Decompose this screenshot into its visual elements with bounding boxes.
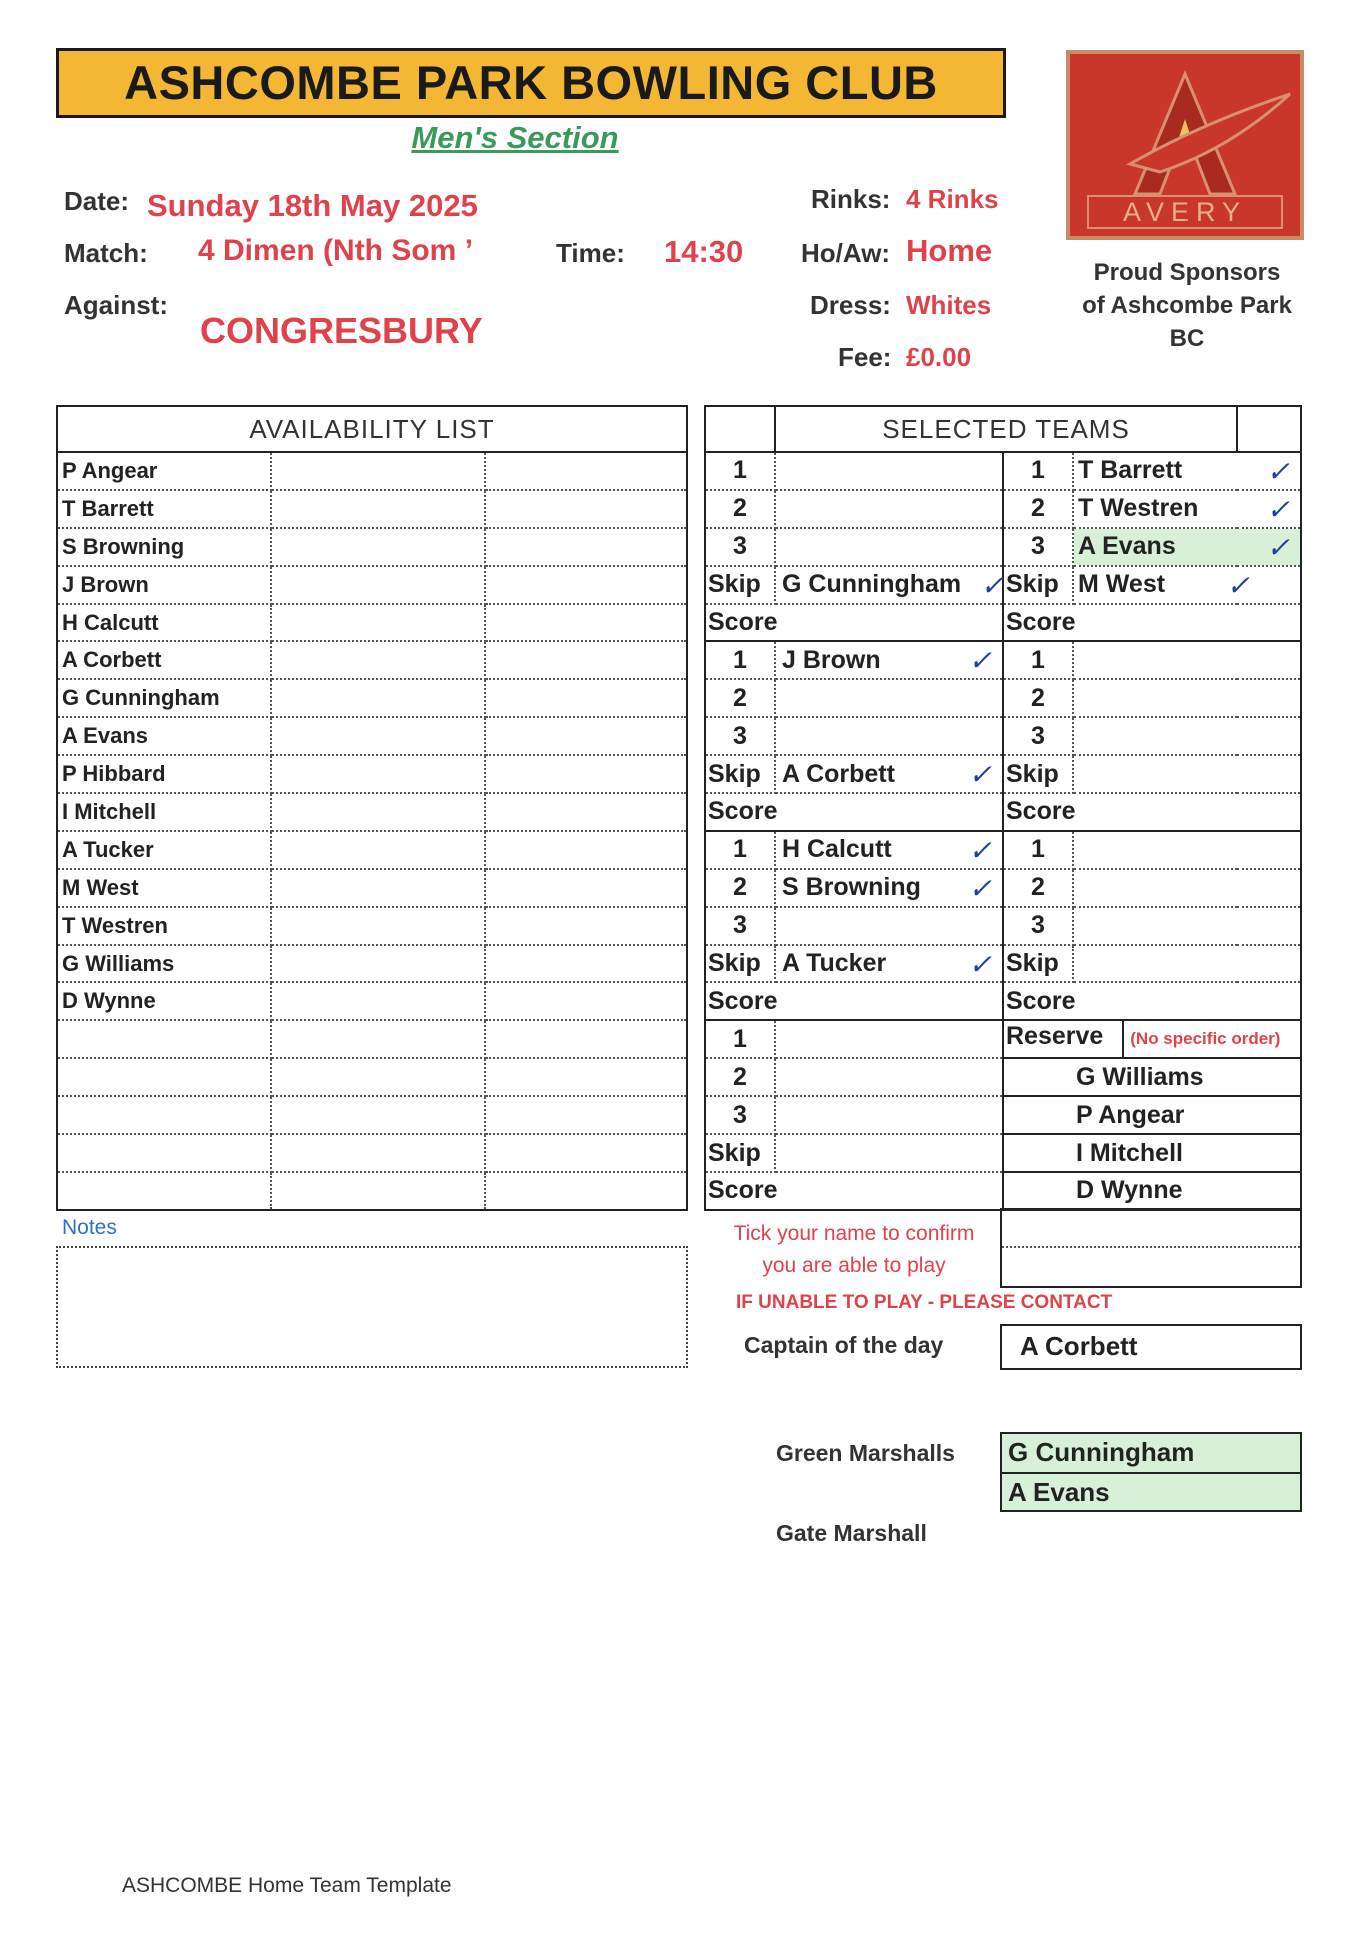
availability-player[interactable]: G Williams bbox=[57, 945, 271, 983]
green-marshall-name[interactable]: G Cunningham bbox=[1002, 1434, 1300, 1472]
skip-label: Skip bbox=[705, 1134, 775, 1172]
tick-instructions-line-2: you are able to play bbox=[762, 1254, 946, 1277]
position-number: 1 bbox=[1003, 452, 1073, 490]
availability-cell[interactable] bbox=[271, 1172, 485, 1210]
availability-player[interactable]: D Wynne bbox=[57, 982, 271, 1020]
table-row bbox=[57, 679, 687, 717]
player-name: A Corbett bbox=[782, 759, 895, 788]
tick-mark: ✓ bbox=[980, 569, 1004, 601]
position-number: 3 bbox=[1003, 717, 1073, 755]
rink2-right-p2[interactable] bbox=[1073, 679, 1301, 717]
tick-mark: ✓ bbox=[968, 759, 992, 791]
availability-cell[interactable] bbox=[485, 945, 687, 983]
position-number: 3 bbox=[705, 1096, 775, 1134]
reserve-extra-box bbox=[1000, 1208, 1302, 1288]
table-row bbox=[57, 907, 687, 945]
availability-player[interactable] bbox=[57, 1172, 271, 1210]
rink1-right-p2[interactable] bbox=[1073, 490, 1301, 528]
position-number: 2 bbox=[705, 1058, 775, 1096]
table-row bbox=[705, 641, 1301, 679]
rink2-right-skip[interactable] bbox=[1073, 755, 1301, 793]
table-row bbox=[57, 641, 687, 679]
availability-cell[interactable] bbox=[271, 793, 485, 831]
rink1-left-p1[interactable] bbox=[775, 452, 1003, 490]
rink1-right-skip[interactable] bbox=[1073, 566, 1301, 604]
table-row bbox=[57, 490, 687, 528]
table-row bbox=[705, 755, 1301, 793]
table-row bbox=[705, 679, 1301, 717]
green-marshall-name[interactable]: A Evans bbox=[1002, 1472, 1300, 1510]
player-name: T Westren bbox=[1078, 494, 1199, 523]
reserve-player[interactable]: G Williams bbox=[1003, 1058, 1301, 1096]
sponsor-line-3: BC bbox=[1169, 325, 1205, 352]
against-label: Against: bbox=[64, 290, 168, 320]
rinks-label: Rinks: bbox=[811, 184, 891, 214]
skip-label: Skip bbox=[705, 945, 775, 983]
player-name: T Barrett bbox=[1078, 456, 1183, 485]
rink2-left-p1[interactable] bbox=[775, 641, 1003, 679]
availability-cell[interactable] bbox=[271, 1134, 485, 1172]
rink3-left-p2[interactable] bbox=[775, 869, 1003, 907]
availability-cell[interactable] bbox=[485, 1096, 687, 1134]
availability-player[interactable]: M West bbox=[57, 869, 271, 907]
table-row bbox=[705, 566, 1301, 604]
table-row bbox=[57, 452, 687, 490]
rink3-left-skip[interactable] bbox=[775, 945, 1003, 983]
availability-cell[interactable] bbox=[271, 1058, 485, 1096]
notes-label: Notes bbox=[62, 1216, 117, 1239]
dress-label: Dress: bbox=[810, 290, 891, 320]
table-row bbox=[705, 869, 1301, 907]
table-row bbox=[705, 1172, 1301, 1210]
availability-title: AVAILABILITY LIST bbox=[57, 406, 687, 452]
unable-to-play-note: IF UNABLE TO PLAY - PLEASE CONTACT bbox=[736, 1292, 1113, 1313]
rink2-left-p2[interactable] bbox=[775, 679, 1003, 717]
rink3-left-p3[interactable] bbox=[775, 907, 1003, 945]
rink3-right-p2[interactable] bbox=[1073, 869, 1301, 907]
score-label: Score bbox=[1003, 793, 1301, 831]
footer-template-name: ASHCOMBE Home Team Template bbox=[122, 1874, 452, 1897]
availability-cell[interactable] bbox=[271, 755, 485, 793]
table-row bbox=[57, 831, 687, 869]
captain-label: Captain of the day bbox=[744, 1332, 944, 1358]
position-number: 1 bbox=[705, 831, 775, 869]
selected-teams-table bbox=[704, 405, 1302, 1211]
table-row bbox=[57, 1096, 687, 1134]
availability-cell[interactable] bbox=[485, 1172, 687, 1210]
availability-cell[interactable] bbox=[485, 679, 687, 717]
position-number: 2 bbox=[1003, 490, 1073, 528]
availability-cell[interactable] bbox=[271, 641, 485, 679]
teams-header-spacer bbox=[1237, 406, 1301, 452]
sponsor-line-2: of Ashcombe Park bbox=[1082, 292, 1292, 319]
score-label: Score bbox=[1003, 604, 1301, 642]
rink4-left-p1[interactable] bbox=[775, 1020, 1003, 1058]
availability-player[interactable]: T Westren bbox=[57, 907, 271, 945]
player-name: A Evans bbox=[1078, 532, 1176, 561]
score-label: Score bbox=[705, 1172, 1003, 1210]
position-number: 3 bbox=[705, 907, 775, 945]
skip-label: Skip bbox=[1003, 566, 1073, 604]
fee-label: Fee: bbox=[838, 342, 892, 372]
position-number: 2 bbox=[1003, 679, 1073, 717]
table-row bbox=[705, 831, 1301, 869]
table-row bbox=[57, 1134, 687, 1172]
reserve-player[interactable]: P Angear bbox=[1003, 1096, 1301, 1134]
table-row bbox=[57, 717, 687, 755]
availability-cell[interactable] bbox=[485, 566, 687, 604]
table-row bbox=[57, 982, 687, 1020]
rink3-right-p3[interactable] bbox=[1073, 907, 1301, 945]
rink2-right-p3[interactable] bbox=[1073, 717, 1301, 755]
availability-cell[interactable] bbox=[485, 717, 687, 755]
availability-player[interactable] bbox=[57, 1134, 271, 1172]
availability-cell[interactable] bbox=[485, 490, 687, 528]
position-number: 1 bbox=[1003, 641, 1073, 679]
table-row bbox=[57, 1020, 687, 1058]
availability-cell[interactable] bbox=[271, 831, 485, 869]
reserve-extra-row[interactable] bbox=[1002, 1210, 1300, 1248]
rink1-right-p3[interactable] bbox=[1073, 528, 1301, 566]
tick-instructions-line-1: Tick your name to confirm bbox=[733, 1222, 975, 1245]
availability-player[interactable]: G Cunningham bbox=[57, 679, 271, 717]
player-name: S Browning bbox=[782, 873, 921, 902]
availability-cell[interactable] bbox=[485, 869, 687, 907]
table-row bbox=[57, 755, 687, 793]
availability-player[interactable]: I Mitchell bbox=[57, 793, 271, 831]
rink2-right-p1[interactable] bbox=[1073, 641, 1301, 679]
tick-mark: ✓ bbox=[1226, 569, 1250, 601]
reserve-header bbox=[1003, 1020, 1301, 1058]
table-row bbox=[705, 793, 1301, 831]
player-name: J Brown bbox=[782, 645, 881, 674]
table-row bbox=[57, 1058, 687, 1096]
position-number: 2 bbox=[1003, 869, 1073, 907]
tick-mark: ✓ bbox=[968, 948, 992, 980]
player-name: M West bbox=[1078, 570, 1166, 599]
tick-mark: ✓ bbox=[1266, 531, 1290, 563]
availability-player[interactable]: J Brown bbox=[57, 566, 271, 604]
position-number: 3 bbox=[705, 528, 775, 566]
availability-cell[interactable] bbox=[485, 982, 687, 1020]
position-number: 1 bbox=[705, 452, 775, 490]
availability-cell[interactable] bbox=[271, 679, 485, 717]
notes-box[interactable] bbox=[56, 1246, 688, 1368]
availability-cell[interactable] bbox=[485, 1134, 687, 1172]
gate-marshall-label: Gate Marshall bbox=[776, 1520, 927, 1546]
rink2-left-skip[interactable] bbox=[775, 755, 1003, 793]
rink1-left-p2[interactable] bbox=[775, 490, 1003, 528]
table-row bbox=[57, 869, 687, 907]
table-row bbox=[57, 528, 687, 566]
availability-player[interactable]: S Browning bbox=[57, 528, 271, 566]
availability-player[interactable] bbox=[57, 1020, 271, 1058]
against-value: CONGRESBURY bbox=[200, 310, 483, 351]
availability-player[interactable]: P Angear bbox=[57, 452, 271, 490]
hoaw-label: Ho/Aw: bbox=[801, 238, 891, 268]
table-row bbox=[57, 604, 687, 642]
avery-logo-text: AVERY bbox=[1122, 197, 1248, 227]
rink1-right-p1[interactable] bbox=[1073, 452, 1301, 490]
table-row bbox=[705, 945, 1301, 983]
table-row bbox=[705, 982, 1301, 1020]
player-name: G Cunningham bbox=[782, 570, 962, 599]
table-row bbox=[57, 793, 687, 831]
no-specific-order-note: (No specific order) bbox=[1122, 1021, 1280, 1057]
availability-cell[interactable] bbox=[485, 907, 687, 945]
availability-cell[interactable] bbox=[485, 831, 687, 869]
table-row bbox=[705, 490, 1301, 528]
score-label: Score bbox=[705, 982, 1003, 1020]
match-label: Match: bbox=[64, 238, 148, 268]
skip-label: Skip bbox=[705, 755, 775, 793]
tick-mark: ✓ bbox=[968, 834, 992, 866]
time-label: Time: bbox=[556, 238, 625, 268]
availability-player[interactable]: H Calcutt bbox=[57, 604, 271, 642]
availability-player[interactable] bbox=[57, 1058, 271, 1096]
availability-player[interactable]: A Tucker bbox=[57, 831, 271, 869]
position-number: 2 bbox=[705, 869, 775, 907]
green-marshalls-label: Green Marshalls bbox=[776, 1440, 955, 1466]
teams-title: SELECTED TEAMS bbox=[775, 406, 1237, 452]
player-name: H Calcutt bbox=[782, 835, 892, 864]
availability-cell[interactable] bbox=[271, 528, 485, 566]
availability-player[interactable]: A Evans bbox=[57, 717, 271, 755]
skip-label: Skip bbox=[1003, 945, 1073, 983]
availability-cell[interactable] bbox=[271, 717, 485, 755]
skip-label: Skip bbox=[1003, 755, 1073, 793]
sponsor-line-1: Proud Sponsors bbox=[1093, 259, 1281, 286]
position-number: 2 bbox=[705, 679, 775, 717]
match-value: 4 Dimen (Nth Som ’ bbox=[198, 234, 474, 267]
avery-logo bbox=[1066, 50, 1304, 240]
reserve-player[interactable]: I Mitchell bbox=[1003, 1134, 1301, 1172]
tick-mark: ✓ bbox=[968, 872, 992, 904]
player-name: A Tucker bbox=[782, 949, 887, 978]
table-row bbox=[705, 528, 1301, 566]
rink4-left-skip[interactable] bbox=[775, 1134, 1003, 1172]
position-number: 1 bbox=[705, 1020, 775, 1058]
table-row bbox=[57, 566, 687, 604]
availability-cell[interactable] bbox=[271, 907, 485, 945]
rink4-left-p2[interactable] bbox=[775, 1058, 1003, 1096]
table-row bbox=[705, 717, 1301, 755]
availability-cell[interactable] bbox=[485, 1020, 687, 1058]
rink3-right-skip[interactable] bbox=[1073, 945, 1301, 983]
tick-mark: ✓ bbox=[1266, 493, 1290, 525]
availability-cell[interactable] bbox=[271, 982, 485, 1020]
availability-cell[interactable] bbox=[485, 755, 687, 793]
position-number: 2 bbox=[705, 490, 775, 528]
availability-cell[interactable] bbox=[485, 793, 687, 831]
tick-mark: ✓ bbox=[1266, 456, 1290, 487]
availability-cell[interactable] bbox=[271, 945, 485, 983]
reserve-player[interactable]: D Wynne bbox=[1076, 1176, 1183, 1205]
teams-header-spacer bbox=[705, 406, 775, 452]
club-title-banner: ASHCOMBE PARK BOWLING CLUB bbox=[56, 48, 1006, 118]
section-title: Men's Section bbox=[411, 120, 619, 155]
availability-cell[interactable] bbox=[271, 1096, 485, 1134]
table-row bbox=[705, 604, 1301, 642]
green-marshalls-box bbox=[1000, 1432, 1302, 1512]
time-value: 14:30 bbox=[664, 234, 744, 269]
rink2-left-p3[interactable] bbox=[775, 717, 1003, 755]
hoaw-value: Home bbox=[906, 233, 993, 268]
score-label: Score bbox=[705, 604, 1003, 642]
tick-instructions bbox=[704, 1218, 1004, 1282]
availability-cell[interactable] bbox=[271, 604, 485, 642]
table-row bbox=[57, 1172, 687, 1210]
score-label: Score bbox=[1003, 982, 1301, 1020]
fee-value: £0.00 bbox=[906, 342, 972, 372]
availability-player[interactable]: T Barrett bbox=[57, 490, 271, 528]
table-row bbox=[705, 1096, 1301, 1134]
tick-mark: ✓ bbox=[968, 645, 992, 677]
position-number: 1 bbox=[1003, 831, 1073, 869]
availability-cell[interactable] bbox=[271, 1020, 485, 1058]
availability-table bbox=[56, 405, 688, 1211]
dress-value: Whites bbox=[906, 290, 992, 320]
rink4-left-p3[interactable] bbox=[775, 1096, 1003, 1134]
rink1-left-p3[interactable] bbox=[775, 528, 1003, 566]
availability-cell[interactable] bbox=[485, 452, 687, 490]
table-row bbox=[705, 1058, 1301, 1096]
sponsor-text bbox=[1056, 256, 1318, 355]
captain-name[interactable]: A Corbett bbox=[1000, 1324, 1302, 1370]
table-row bbox=[705, 907, 1301, 945]
position-number: 3 bbox=[705, 717, 775, 755]
rink1-left-skip[interactable] bbox=[775, 566, 1003, 604]
availability-player[interactable] bbox=[57, 1096, 271, 1134]
availability-player[interactable]: P Hibbard bbox=[57, 755, 271, 793]
availability-cell[interactable] bbox=[271, 566, 485, 604]
rink3-right-p1[interactable] bbox=[1073, 831, 1301, 869]
reserve-label: Reserve bbox=[1006, 1022, 1104, 1051]
date-value: Sunday 18th May 2025 bbox=[147, 188, 478, 223]
table-row bbox=[57, 945, 687, 983]
availability-cell[interactable] bbox=[271, 490, 485, 528]
availability-cell[interactable] bbox=[485, 641, 687, 679]
table-row bbox=[705, 452, 1301, 490]
skip-label: Skip bbox=[705, 566, 775, 604]
availability-cell[interactable] bbox=[485, 528, 687, 566]
rinks-value: 4 Rinks bbox=[906, 184, 999, 214]
position-number: 3 bbox=[1003, 907, 1073, 945]
rink3-left-p1[interactable] bbox=[775, 831, 1003, 869]
availability-cell[interactable] bbox=[271, 452, 485, 490]
availability-cell[interactable] bbox=[485, 1058, 687, 1096]
availability-cell[interactable] bbox=[271, 869, 485, 907]
position-number: 3 bbox=[1003, 528, 1073, 566]
score-label: Score bbox=[705, 793, 1003, 831]
table-row bbox=[705, 1020, 1301, 1058]
position-number: 1 bbox=[705, 641, 775, 679]
date-label: Date: bbox=[64, 186, 130, 216]
availability-player[interactable]: A Corbett bbox=[57, 641, 271, 679]
availability-cell[interactable] bbox=[485, 604, 687, 642]
table-row bbox=[705, 1134, 1301, 1172]
